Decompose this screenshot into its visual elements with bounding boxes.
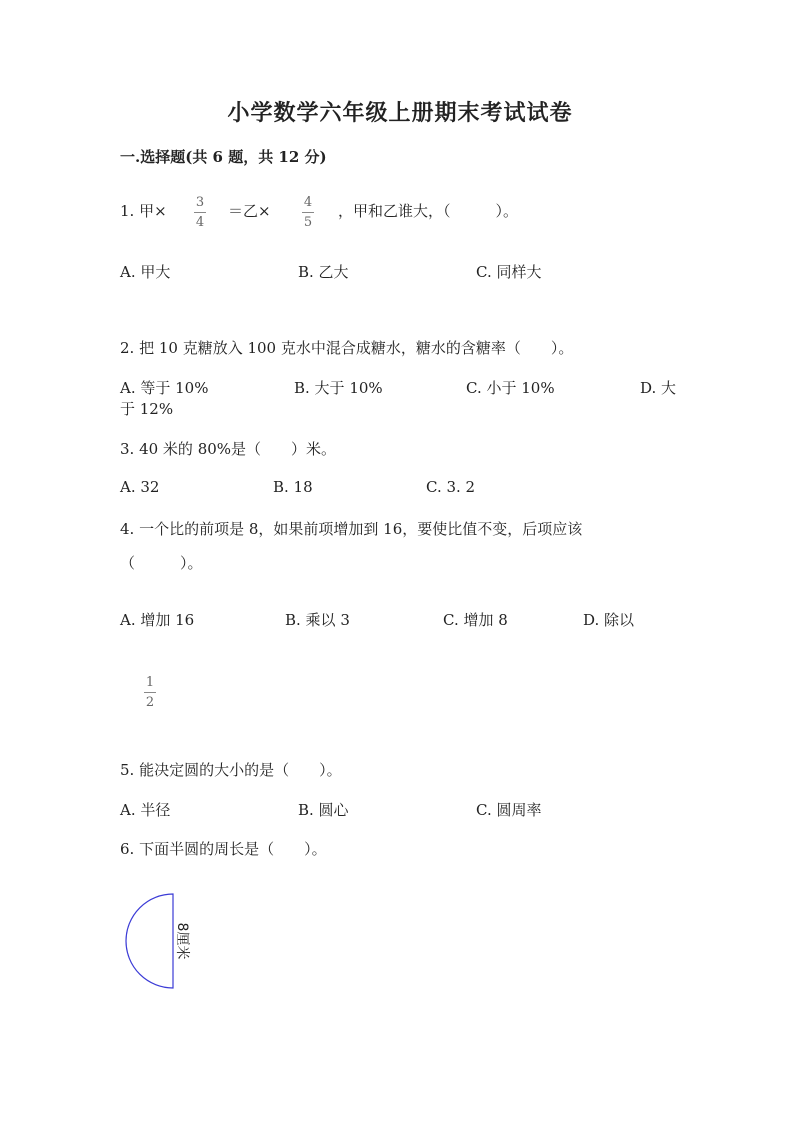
q1-frac2-den: 5 <box>303 215 313 230</box>
q4-option-b: B. 乘以 3 <box>285 611 350 629</box>
q3-option-a: A. 32 <box>120 478 160 496</box>
page-title: 小学数学六年级上册期末考试试卷 <box>227 100 573 126</box>
q4-option-c: C. 增加 8 <box>443 611 508 629</box>
q1-option-b: B. 乙大 <box>298 263 349 281</box>
q3-text: 3. 40 米的 80%是（ ）米。 <box>120 440 337 458</box>
q2-option-a: A. 等于 10% <box>120 379 209 397</box>
q1-frac2-num: 4 <box>303 195 313 210</box>
q6-text: 6. 下面半圆的周长是（ ）。 <box>120 840 327 858</box>
q5-option-c: C. 圆周率 <box>476 801 542 819</box>
q1-frac1-num: 3 <box>195 195 205 210</box>
q4-frac-num: 1 <box>145 675 155 690</box>
q2-option-c: C. 小于 10% <box>466 379 555 397</box>
fraction-bar <box>302 212 314 213</box>
q4-frac-den: 2 <box>145 695 155 710</box>
q5-option-a: A. 半径 <box>120 801 171 819</box>
q1-fraction-1 <box>194 196 206 229</box>
q5-text: 5. 能决定圆的大小的是（ ）。 <box>120 761 342 779</box>
q4-option-d: D. 除以 <box>583 611 635 629</box>
fraction-bar <box>144 692 156 693</box>
q4-option-a: A. 增加 16 <box>120 611 195 629</box>
q4-text: 4. 一个比的前项是 8，如果前项增加到 16，要使比值不变，后项应该 <box>120 520 583 538</box>
q3-option-c: C. 3. 2 <box>426 478 476 496</box>
q1-part3: ，甲和乙谁大，（ ）。 <box>338 202 519 220</box>
q4-text-continued: （ ）。 <box>120 554 203 572</box>
q2-option-b: B. 大于 10% <box>294 379 383 397</box>
q1-part2: ＝乙× <box>228 202 271 220</box>
q2-text: 2. 把 10 克糖放入 100 克水中混合成糖水，糖水的含糖率（ ）。 <box>120 339 574 357</box>
q1-option-a: A. 甲大 <box>120 263 171 281</box>
semicircle-shape <box>126 894 173 988</box>
fraction-bar <box>194 212 206 213</box>
q2-option-d: D. 大 <box>640 379 677 397</box>
q1-frac1-den: 4 <box>195 215 205 230</box>
q1-option-c: C. 同样大 <box>476 263 542 281</box>
diameter-label: 8厘米 <box>174 922 190 960</box>
q2-option-d-wrap: 于 12% <box>120 400 174 418</box>
section-heading: 一.选择题(共 6 题，共 12 分) <box>120 148 327 166</box>
q1-fraction-2 <box>302 196 314 229</box>
semicircle-figure <box>118 888 208 994</box>
q5-option-b: B. 圆心 <box>298 801 349 819</box>
q3-option-b: B. 18 <box>273 478 313 496</box>
q1-part1: 1. 甲× <box>120 202 167 220</box>
q4-fraction <box>144 676 156 709</box>
